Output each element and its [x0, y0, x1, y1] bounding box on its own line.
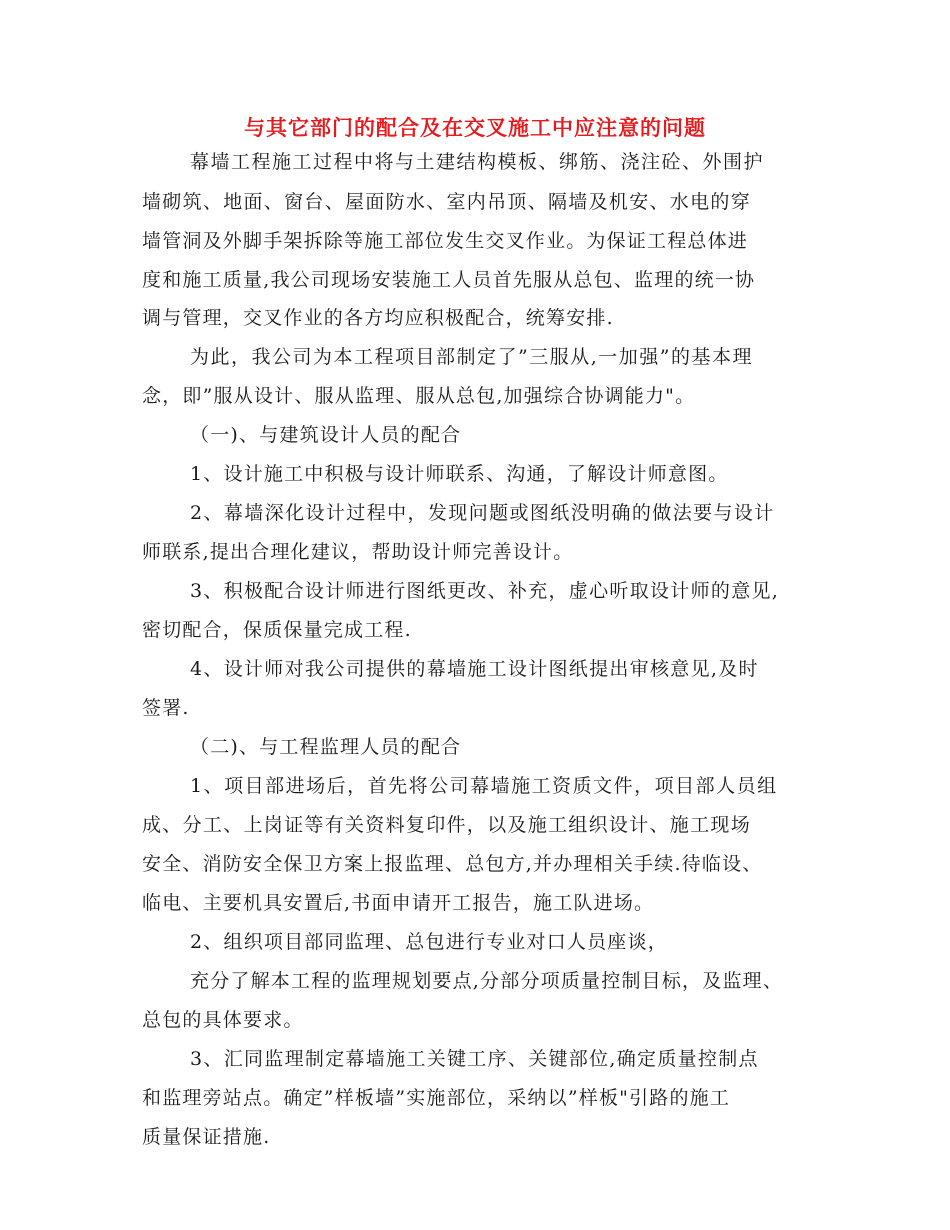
- paragraph-line: 墙管洞及外脚手架拆除等施工部位发生交叉作业。为保证工程总体进: [142, 230, 749, 252]
- paragraph-line: 4、设计师对我公司提供的幕墙施工设计图纸提出审核意见,及时: [190, 658, 759, 680]
- paragraph-line: 密切配合，保质保量完成工程.: [142, 619, 412, 641]
- section-heading: （一)、与建筑设计人员的配合: [190, 424, 462, 446]
- paragraph-line: 3、汇同监理制定幕墙施工关键工序、关键部位,确定质量控制点: [190, 1048, 759, 1070]
- paragraph-line: 为此，我公司为本工程项目部制定了”三服从,一加强”的基本理: [190, 346, 753, 368]
- paragraph-line: 墙砌筑、地面、窗台、屋面防水、室内吊顶、隔墙及机安、水电的穿: [142, 191, 752, 213]
- paragraph-line: 临电、主要机具安置后,书面申请开工报告，施工队进场。: [142, 892, 655, 914]
- paragraph-line: 3、积极配合设计师进行图纸更改、补充，虚心听取设计师的意见,: [190, 580, 780, 602]
- paragraph-line: 质量保证措施.: [142, 1126, 271, 1148]
- paragraph-line: 1、项目部进场后，首先将公司幕墙施工资质文件，项目部人员组: [190, 775, 778, 797]
- paragraph-line: 度和施工质量,我公司现场安装施工人员首先服从总包、监理的统一协: [142, 269, 756, 291]
- paragraph-line: 安全、消防安全保卫方案上报监理、总包方,并办理相关手续.待临设、: [142, 853, 763, 875]
- paragraph-line: 1、设计施工中积极与设计师联系、沟通，了解设计师意图。: [190, 463, 729, 485]
- paragraph-line: 充分了解本工程的监理规划要点,分部分项质量控制目标，及监理、: [190, 970, 784, 992]
- paragraph-line: 幕墙工程施工过程中将与土建结构模板、绑筋、浇注砼、外围护: [190, 151, 765, 173]
- section-heading: （二)、与工程监理人员的配合: [190, 736, 462, 758]
- paragraph-line: 师联系,提出合理化建议，帮助设计师完善设计。: [142, 541, 574, 563]
- paragraph-line: 2、幕墙深化设计过程中，发现问题或图纸没明确的做法要与设计: [190, 502, 775, 524]
- paragraph-line: 签署.: [142, 697, 190, 719]
- paragraph-line: 念，即”服从设计、服从监理、服从总包,加强综合协调能力"。: [142, 385, 696, 407]
- paragraph-line: 成、分工、上岗证等有关资料复印件，以及施工组织设计、施工现场: [142, 814, 752, 836]
- paragraph-line: 和监理旁站点。确定”样板墙”实施部位，采纳以”样板"引路的施工: [142, 1087, 731, 1109]
- document-title: 与其它部门的配合及在交叉施工中应注意的问题: [244, 115, 706, 140]
- paragraph-line: 调与管理，交叉作业的各方均应积极配合，统筹安排.: [142, 307, 614, 329]
- paragraph-line: 2、组织项目部同监理、总包进行专业对口人员座谈，: [190, 931, 668, 953]
- paragraph-line: 总包的具体要求。: [142, 1009, 304, 1031]
